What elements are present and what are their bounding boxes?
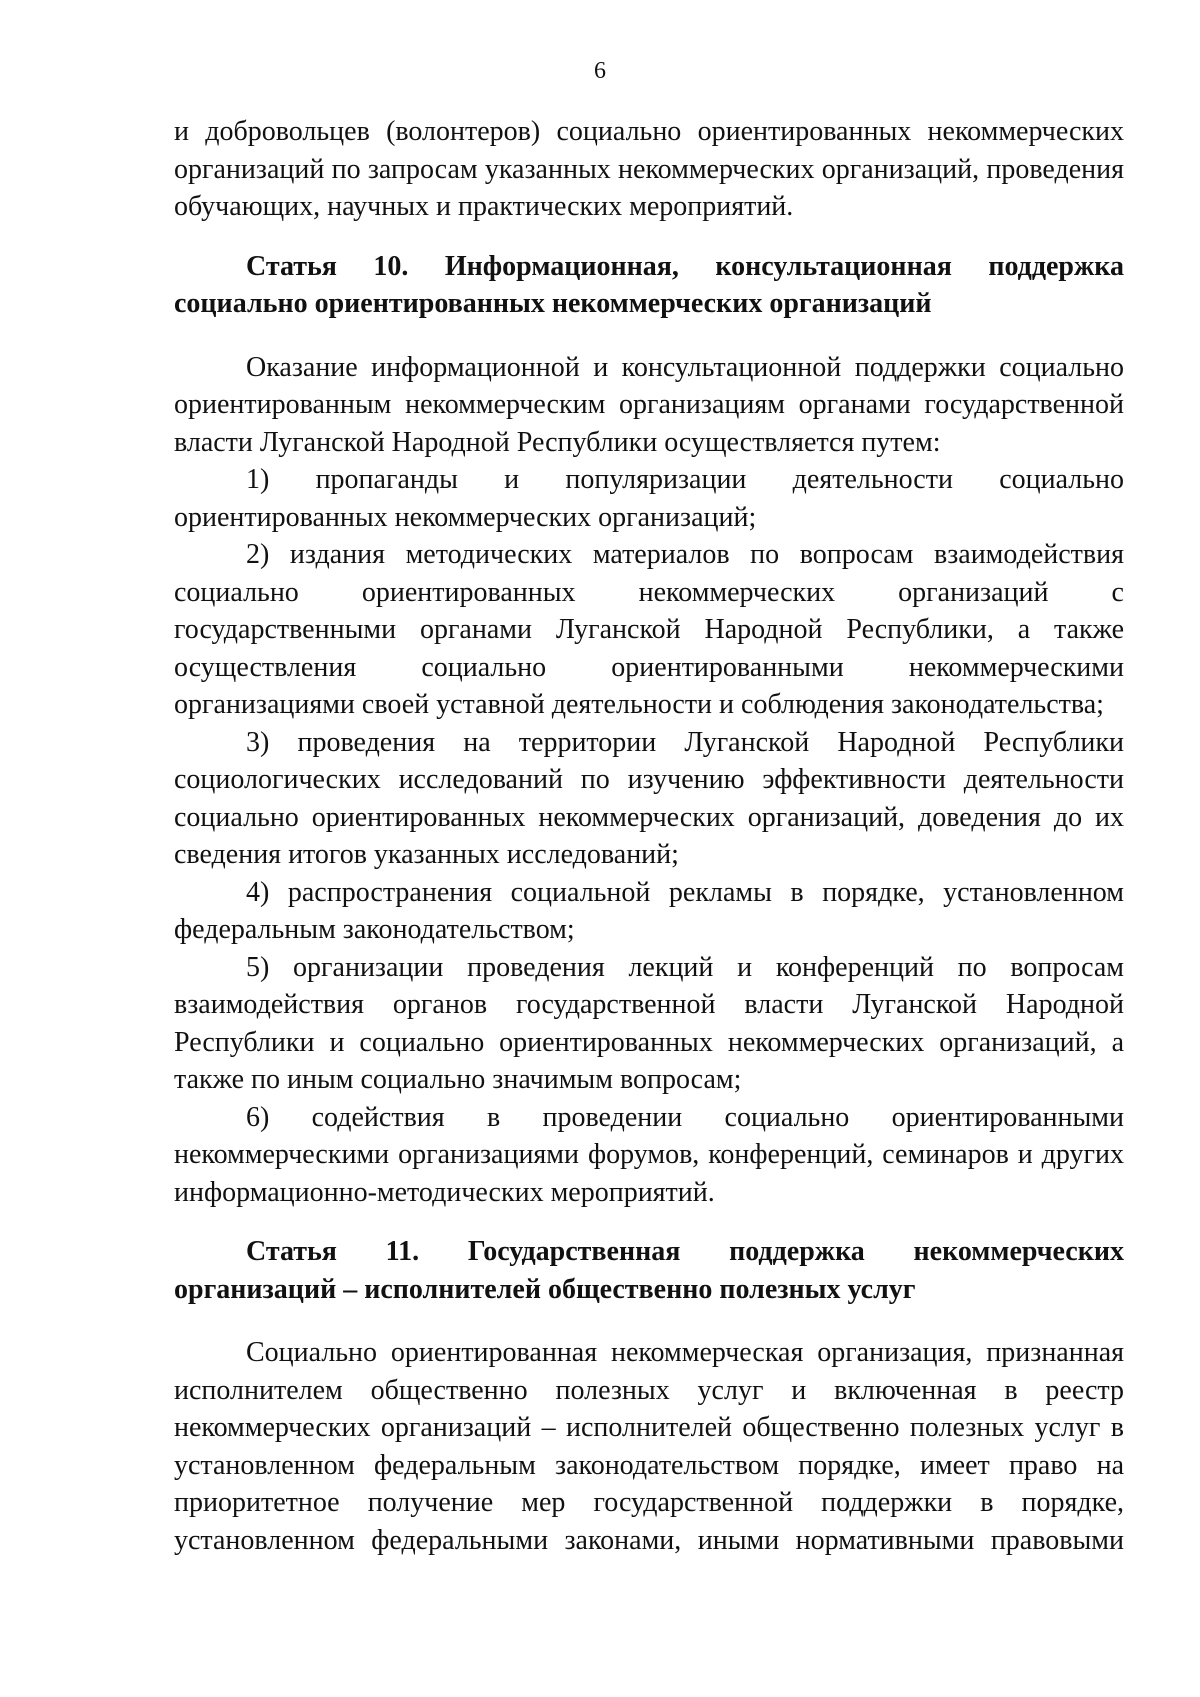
article-11-paragraph: Социально ориентированная некоммерческая организация, признанная исполнителем общественно полезных услуг и включенная в реестр некоммерческих организаций – исполнителей общественно полезных услуг в установленном федеральным законодательством порядке, имеет право на приоритетное получение мер государственной поддержки в порядке, установленном федеральными законами, иными нормативными правовыми — [174, 1337, 1124, 1556]
article-10-heading: Статья 10. Информационная, консультационная поддержка социально ориентированных некоммерческих организаций — [174, 250, 1124, 319]
intro-paragraph: и добровольцев (волонтеров) социально ориентированных некоммерческих организаций по запросам указанных некоммерческих организаций, проведения обучающих, научных и практических мероприятий. — [174, 116, 1124, 222]
article-10-item-5: 5) организации проведения лекций и конференций по вопросам взаимодействия органов государственной власти Луганской Народной Республики и социально ориентированных некоммерческих организаций, а также по иным социально значимым вопросам; — [174, 951, 1124, 1095]
article-10-item-4: 4) распространения социальной рекламы в порядке, установленном федеральным законодательством; — [174, 876, 1124, 945]
article-10-lead-paragraph: Оказание информационной и консультационной поддержки социально ориентированным некоммерческим организациям органами государственной власти Луганской Народной Республики осуществляется путем: — [174, 351, 1124, 458]
page-number: 6 — [594, 58, 606, 84]
article-10-item-1: 1) пропаганды и популяризации деятельности социально ориентированных некоммерческих организаций; — [174, 464, 1124, 533]
document-body — [174, 113, 1124, 1559]
article-10-item-3: 3) проведения на территории Луганской Народной Республики социологических исследований по изучению эффективности деятельности социально ориентированных некоммерческих организаций, доведения до их сведения итогов указанных исследований; — [174, 726, 1124, 870]
article-10-item-2: 2) издания методических материалов по вопросам взаимодействия социально ориентированных некоммерческих организаций с государственными органами Луганской Народной Республики, а также осуществления социально ориентированными некоммерческими организациями своей уставной деятельности и соблюдения законодательства; — [174, 539, 1124, 720]
article-11-heading: Статья 11. Государственная поддержка некоммерческих организаций – исполнителей общественно полезных услуг — [174, 1236, 1124, 1305]
article-10-item-6: 6) содействия в проведении социально ориентированными некоммерческими организациями форумов, конференций, семинаров и других информационно-методических мероприятий. — [174, 1101, 1124, 1208]
